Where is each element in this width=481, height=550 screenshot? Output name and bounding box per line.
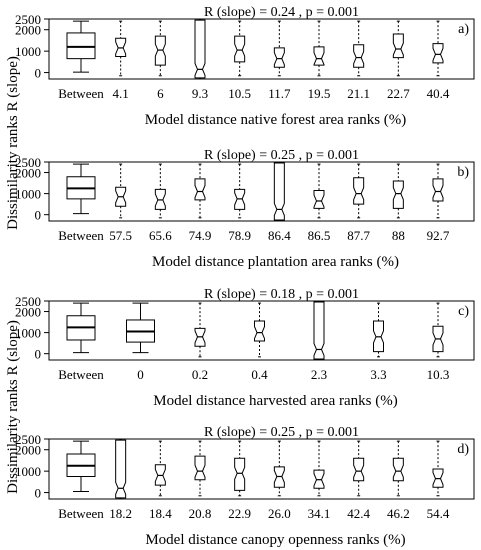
box-2.3 [314,302,324,359]
panel-a [15,5,474,128]
box-40.4 [433,21,443,76]
x-tick-label: 40.4 [426,86,450,101]
x-tick-label: 19.5 [307,86,331,101]
box-34.1 [314,441,324,496]
x-tick-label: Between [58,506,104,521]
box-11.7 [274,21,284,76]
x-tick-label: 74.9 [188,228,212,243]
x-tick-label: 0.4 [251,367,268,382]
box-4.1 [116,21,126,76]
box-19.5 [314,21,324,76]
y-tick-label: 2500 [15,155,41,170]
box-0 [127,303,155,353]
x-tick-label: 57.5 [109,228,133,243]
x-tick-label: 11.7 [268,86,291,101]
box-65.6 [155,164,165,218]
x-tick-label: 22.9 [228,506,252,521]
x-tick-label: 9.3 [191,86,209,101]
box-body [354,458,364,481]
y-axis-label-top: Dissimilarity ranks R (slope) [5,56,21,230]
y-tick-label: 2000 [15,304,41,320]
panel-b [15,148,474,270]
x-tick-label: 10.3 [426,367,450,382]
x-tick-label: 92.7 [426,228,450,243]
panel-label: b) [457,165,469,180]
x-tick-label: Between [58,86,104,101]
y-tick-label: 0 [34,485,41,501]
panel-title: R (slope) = 0.25 , p = 0.001 [203,148,360,163]
box-body [314,190,324,208]
box-92.7 [433,164,443,218]
y-tick-label: 2500 [15,432,41,447]
y-tick-label: 2000 [15,442,41,458]
plot-frame [49,19,474,79]
box-body [433,44,443,63]
box-22.9 [235,441,245,496]
panel-title: R (slope) = 0.25 , p = 0.001 [203,425,360,440]
x-tick-label: 0 [137,367,144,382]
box-Between [67,441,95,491]
x-axis-label: Model distance plantation area ranks (%) [152,254,399,270]
x-tick-label: 22.7 [386,86,410,101]
y-tick-label: 0 [34,65,41,81]
y-tick-label: 1000 [15,186,41,202]
x-tick-label: 87.7 [347,228,371,243]
box-20.8 [195,441,205,496]
x-axis-label: Model distance native forest area ranks (%) [144,112,407,128]
box-body [314,47,324,65]
box-body [195,179,205,200]
box-46.2 [393,441,403,496]
x-tick-label: 65.6 [148,228,172,243]
box-body [433,179,443,201]
x-tick-label: 42.4 [347,506,371,521]
y-tick-label: 2500 [15,294,41,309]
box-42.4 [354,441,364,496]
x-tick-label: Between [58,367,104,382]
y-tick-label: 1000 [15,464,41,480]
box-78.9 [235,164,245,218]
x-tick-label: 88 [391,228,405,243]
box-body [393,181,403,208]
x-tick-label: 86.4 [267,228,291,243]
panel-d [15,425,474,548]
box-0.4 [255,303,265,357]
x-tick-label: 26.0 [267,506,291,521]
box-body [67,33,95,59]
y-tick-label: 1000 [15,325,41,341]
panel-label: d) [457,442,469,457]
x-tick-label: 86.5 [307,228,331,243]
box-body [235,458,245,490]
box-Between [67,164,95,214]
box-0.2 [195,303,205,357]
x-tick-label: 78.9 [228,228,252,243]
box-3.3 [374,303,384,357]
box-Between [67,21,95,72]
box-74.9 [195,164,205,218]
x-tick-label: 21.1 [347,86,371,101]
x-axis-label: Model distance harvested area ranks (%) [153,393,398,409]
box-body [274,48,284,67]
box-body [354,45,364,68]
box-body [274,163,284,220]
box-body [255,321,265,341]
box-body [235,36,245,62]
box-9.3 [195,20,205,78]
box-body [393,34,403,58]
box-10.5 [235,21,245,76]
box-87.7 [354,164,364,218]
y-axis-label-bottom: Dissimilarity ranks R (slope) [5,320,21,494]
x-tick-label: Between [58,228,104,243]
panel-c [15,287,474,409]
box-body [195,456,205,480]
x-tick-label: 54.4 [426,506,450,521]
panel-label: a) [458,22,469,37]
box-21.1 [354,21,364,76]
y-tick-label: 2000 [15,22,41,38]
box-22.7 [393,21,403,76]
x-tick-label: 34.1 [307,506,331,521]
panel-title: R (slope) = 0.24 , p = 0.001 [203,5,360,20]
panel-label: c) [458,304,469,319]
box-54.4 [433,441,443,496]
box-86.5 [314,164,324,218]
box-86.4 [274,163,284,220]
y-tick-label: 2500 [15,12,41,27]
plot-frame [49,162,474,221]
box-10.3 [433,303,443,357]
y-tick-label: 0 [34,207,41,223]
plot-frame [49,439,474,499]
x-tick-label: 46.2 [386,506,410,521]
box-body [116,440,126,498]
panel-title: R (slope) = 0.18 , p = 0.001 [203,287,360,302]
box-6 [155,21,165,76]
box-body [393,458,403,481]
box-body [354,178,364,204]
box-88 [393,164,403,218]
x-tick-label: 4.1 [112,86,129,101]
box-18.2 [116,440,126,498]
y-tick-label: 1000 [15,44,41,60]
y-tick-label: 2000 [15,165,41,181]
x-tick-label: 18.2 [109,506,133,521]
box-Between [67,303,95,353]
y-tick-label: 0 [34,346,41,362]
x-tick-label: 20.8 [188,506,212,521]
x-tick-label: 18.4 [148,506,172,521]
box-body [314,302,324,359]
x-tick-label: 6 [157,86,164,101]
x-axis-label: Model distance canopy openness ranks (%) [145,532,406,548]
x-tick-label: 2.3 [310,367,328,382]
box-57.5 [116,164,126,218]
box-26.0 [274,441,284,496]
x-tick-label: 10.5 [228,86,252,101]
box-18.4 [155,441,165,496]
x-tick-label: 3.3 [370,367,387,382]
x-tick-label: 0.2 [191,367,209,382]
